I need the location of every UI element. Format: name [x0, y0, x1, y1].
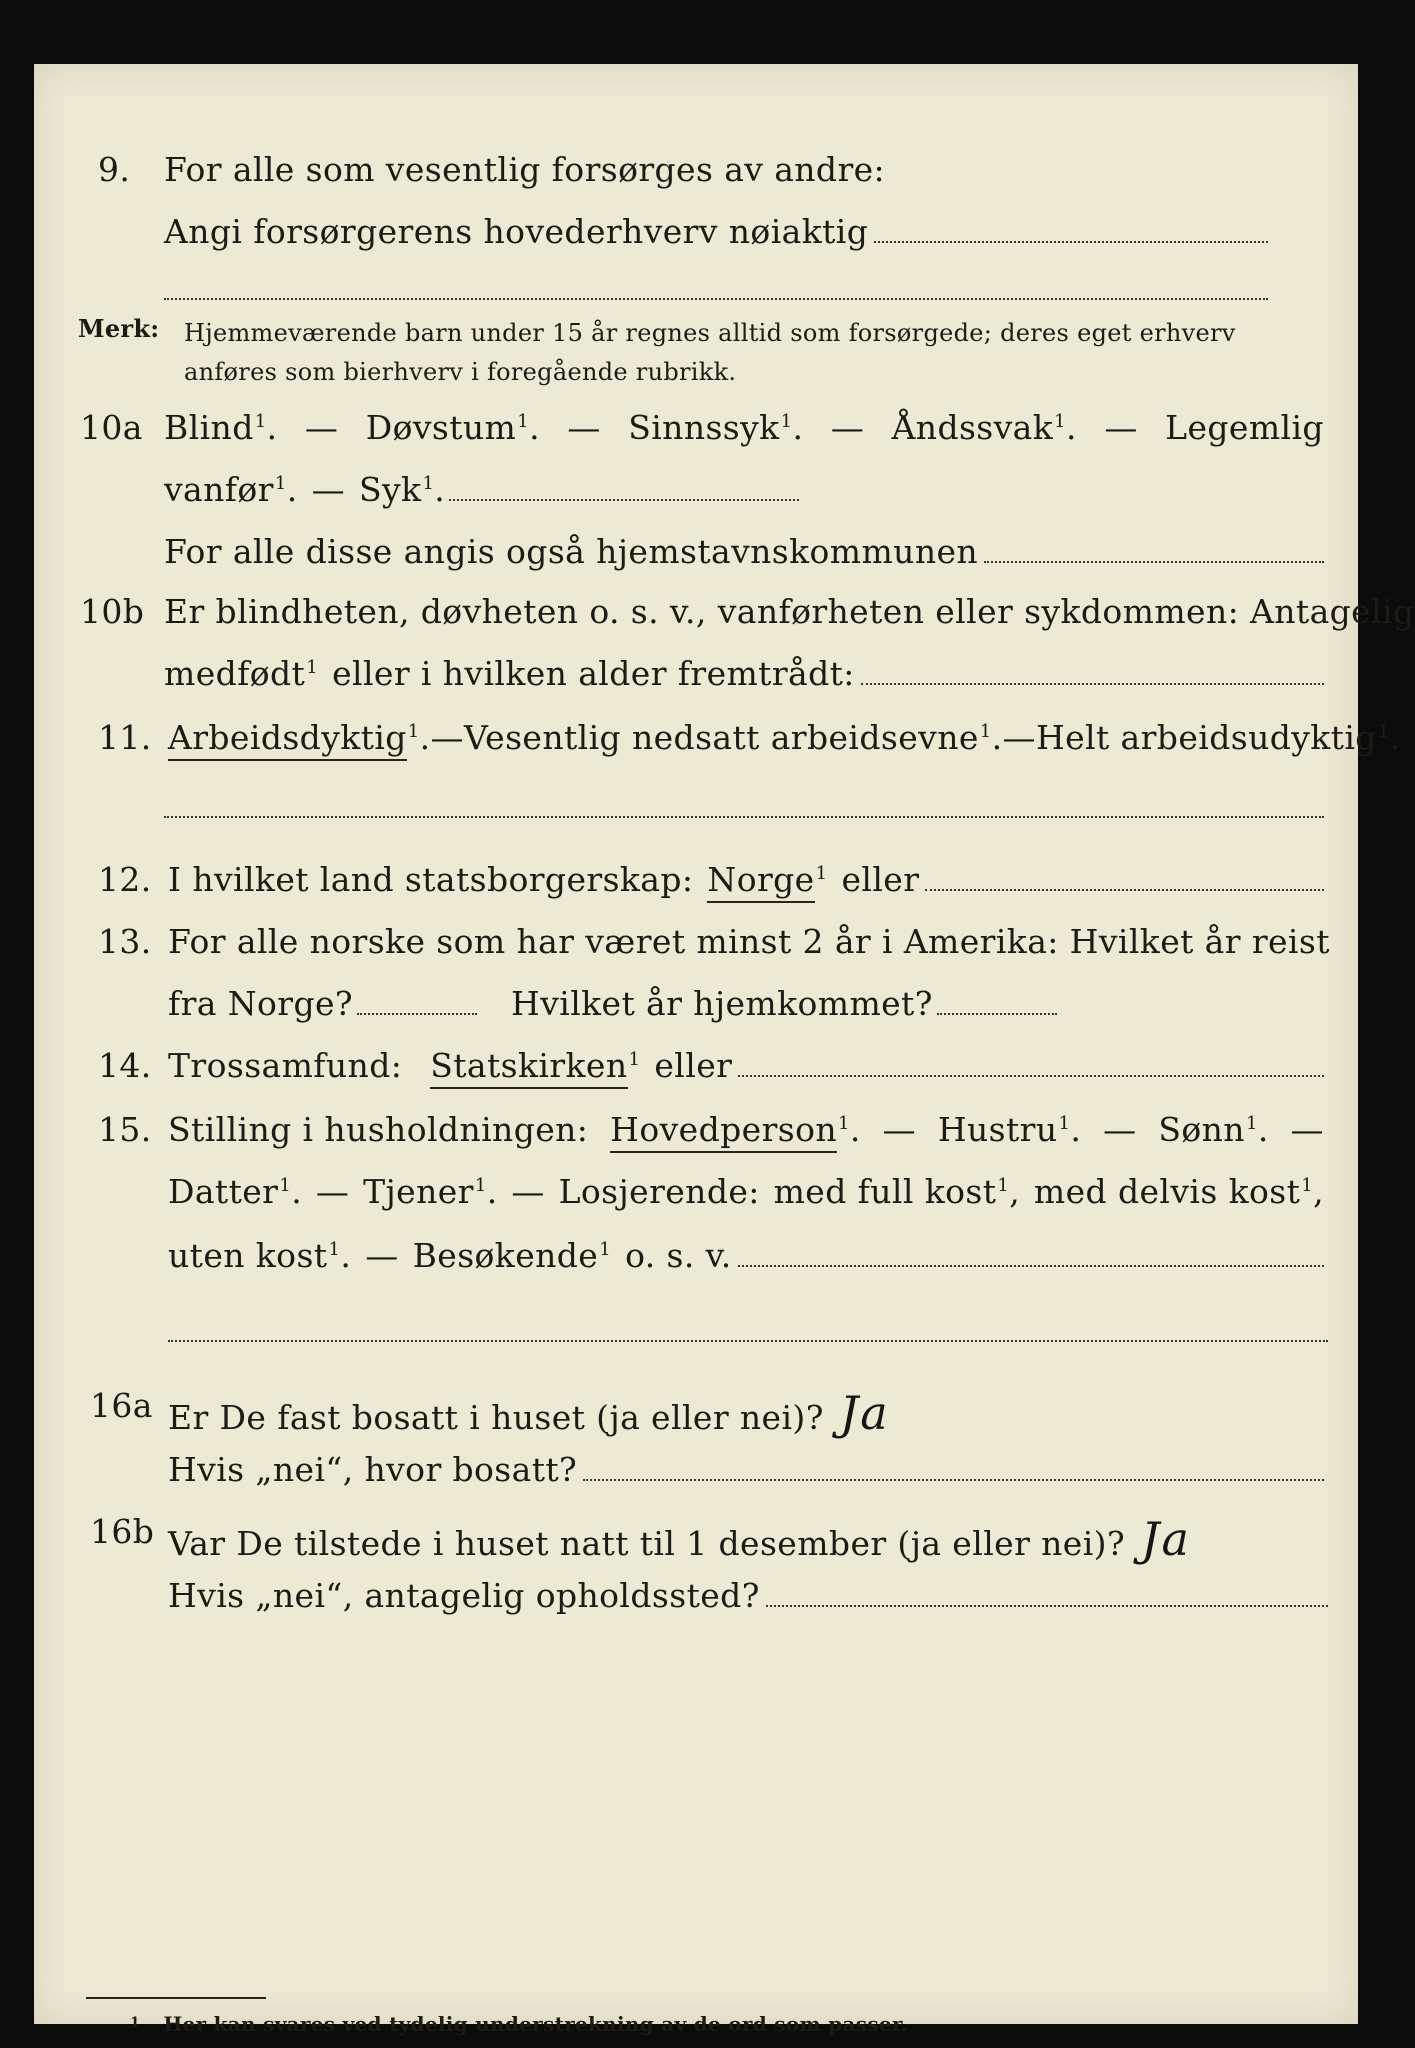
answer-line[interactable]: [925, 889, 1324, 891]
question-text: Var De tilstede i huset natt til 1 desember (ja eller nei)?: [168, 1524, 1126, 1563]
question-text: Er blindheten, døvheten o. s. v., vanførheten eller sykdommen: Antagelig: [164, 592, 1415, 631]
question-number: 16b: [90, 1512, 155, 1551]
option-blind: Blind$^1$.: [164, 408, 278, 447]
census-form-page: [34, 64, 1415, 2036]
footnote-mark: 1: [130, 2015, 141, 2031]
question-number: 13.: [98, 922, 152, 961]
answer-hovedperson: Hovedperson$^1$.: [610, 1110, 861, 1149]
dash: —: [1104, 408, 1138, 447]
question-text: Trossamfund:: [168, 1046, 403, 1085]
question-text: For alle som vesentlig forsørges av andre:: [164, 150, 886, 189]
answer-line[interactable]: [766, 1605, 1328, 1607]
answer-line[interactable]: [738, 1265, 1324, 1267]
note-text: Hjemmeværende barn under 15 år regnes alltid som forsørgede; deres eget erhverv anføres som bierhverv i foregående rubrikk.: [184, 319, 1236, 386]
answer-line[interactable]: [874, 241, 1268, 243]
option-full-kost: med full kost$^1$,: [773, 1172, 1021, 1211]
option-legemlig: Legemlig: [1165, 408, 1324, 447]
answer-norge: Norge$^1$: [707, 860, 827, 899]
option-losjerende: Losjerende:: [558, 1172, 760, 1211]
option-sonn: Sønn$^1$.: [1158, 1110, 1269, 1149]
question-text: o. s. v.: [625, 1236, 732, 1275]
question-text: eller: [841, 860, 920, 899]
answer-line[interactable]: [738, 1075, 1324, 1077]
selected-underline[interactable]: Arbeidsdyktig: [168, 718, 407, 761]
dash: —: [567, 408, 601, 447]
answer-line[interactable]: [449, 499, 799, 501]
dash: —: [430, 718, 464, 757]
dash: —: [1290, 1110, 1324, 1149]
question-text: Hvis „nei“, hvor bosatt?: [168, 1450, 578, 1489]
question-number: 14.: [98, 1046, 152, 1085]
answer-line[interactable]: [861, 683, 1324, 685]
answer-line[interactable]: [937, 1013, 1057, 1015]
option-datter: Datter$^1$.: [168, 1172, 303, 1211]
question-number: 10a: [80, 408, 143, 447]
footnote-rule: [86, 1997, 266, 1999]
note-label: Merk:: [78, 314, 160, 343]
question-number: 10b: [80, 592, 145, 631]
dash: —: [304, 408, 339, 447]
footnote: [130, 2012, 908, 2036]
question-text: For alle norske som har været minst 2 år i Amerika: Hvilket år reist: [168, 922, 1330, 961]
answer-line[interactable]: [583, 1479, 1324, 1481]
dash: —: [882, 1110, 916, 1149]
dash: —: [365, 1236, 399, 1275]
answer-line[interactable]: [168, 1340, 1328, 1342]
dash: —: [311, 470, 345, 509]
question-text: eller: [654, 1046, 733, 1085]
option-dovstum: Døvstum$^1$.: [365, 408, 540, 447]
question-number: 9.: [98, 150, 131, 189]
answer-line[interactable]: [164, 816, 1324, 818]
option-uten-kost: uten kost$^1$.: [168, 1236, 352, 1275]
dash: —: [511, 1172, 545, 1211]
option-andssvak: Åndssvak$^1$.: [891, 408, 1077, 447]
question-text: Hvilket år hjemkommet?: [511, 984, 933, 1023]
handwritten-answer[interactable]: Ja: [1141, 1512, 1191, 1566]
dash: —: [1103, 1110, 1137, 1149]
answer-line[interactable]: [357, 1013, 477, 1015]
question-text: fra Norge?: [168, 984, 354, 1023]
option-udyktig: Helt arbeidsudyktig$^1$.: [1035, 718, 1401, 757]
option-sinnssyk: Sinnssyk$^1$.: [628, 408, 804, 447]
answer-line[interactable]: [164, 298, 1268, 300]
option-hustru: Hustru$^1$.: [937, 1110, 1082, 1149]
question-number: 12.: [98, 860, 152, 899]
question-text: Er De fast bosatt i huset (ja eller nei)?: [168, 1398, 824, 1437]
question-text: For alle disse angis også hjemstavnskommunen: [164, 532, 979, 571]
question-text: I hvilket land statsborgerskap:: [168, 860, 694, 899]
dash: —: [1002, 718, 1036, 757]
question-text: Stilling i husholdningen:: [168, 1110, 589, 1149]
question-number: 15.: [98, 1110, 152, 1149]
answer-line[interactable]: [984, 561, 1324, 563]
option-delvis-kost: med delvis kost$^1$,: [1033, 1172, 1324, 1211]
footnote-text: Her kan svares ved tydelig understrekning av de ord som passer.: [163, 2012, 909, 2036]
question-number: 16a: [90, 1386, 153, 1425]
question-text: eller i hvilken alder fremtrådt:: [332, 654, 855, 693]
option-medfodt: medfødt$^1$: [164, 654, 319, 693]
handwritten-answer[interactable]: Ja: [839, 1386, 890, 1440]
option-arbeidsdyktig: Arbeidsdyktig$^1$.: [168, 718, 431, 757]
dash: —: [315, 1172, 350, 1211]
option-besokende: Besøkende$^1$: [412, 1236, 612, 1275]
question-text: Hvis „nei“, antagelig opholdssted?: [168, 1576, 760, 1615]
option-syk: Syk$^1$.: [358, 470, 446, 509]
option-nedsatt: Vesentlig nedsatt arbeidsevne$^1$.: [463, 718, 1003, 757]
option-tjener: Tjener$^1$.: [363, 1172, 498, 1211]
answer-statskirken: Statskirken$^1$: [430, 1046, 640, 1085]
dash: —: [830, 408, 865, 447]
question-text: Angi forsørgerens hovederhverv nøiaktig: [164, 212, 869, 251]
option-vanfor: vanfør$^1$.: [164, 470, 298, 509]
question-number: 11.: [98, 718, 152, 757]
